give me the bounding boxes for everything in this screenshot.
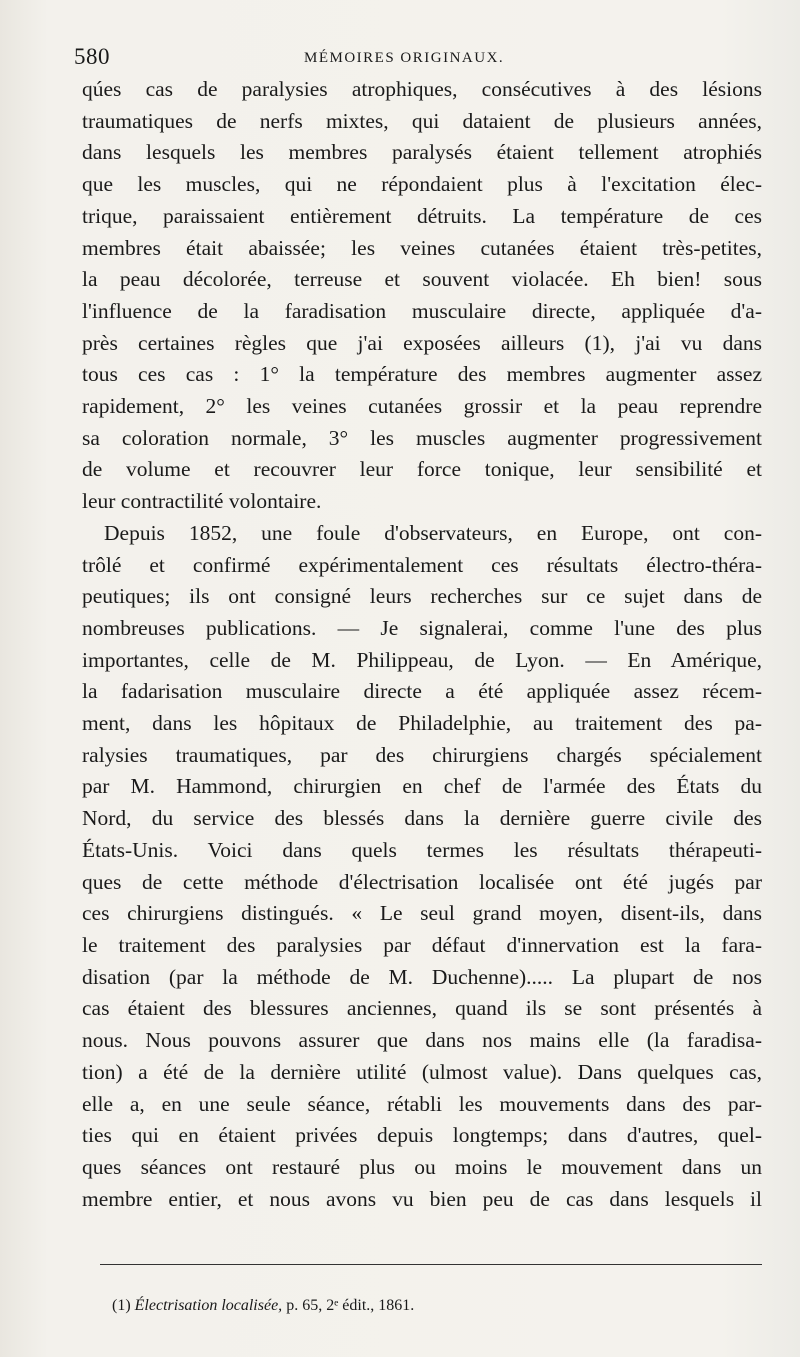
text-line: disation (par la méthode de M. Duchenne)..... La plupart de nos — [82, 964, 762, 989]
paragraph-start-line: Depuis 1852, une foule d'observateurs, en Europe, ont con- — [104, 520, 762, 545]
text-line: membre entier, et nous avons vu bien peu de cas dans lesquels il — [82, 1186, 762, 1211]
text-line: ties qui en étaient privées depuis longtemps; dans d'autres, quel- — [82, 1123, 762, 1148]
text-line: la peau décolorée, terreuse et souvent violacée. Eh bien! sous — [82, 267, 762, 292]
text-line: de volume et recouvrer leur force tonique, leur sensibilité et — [82, 457, 762, 482]
text-line: nous. Nous pouvons assurer que dans nos mains elle (la faradisa- — [82, 1028, 762, 1053]
footnote-text: p. 65, 2ᵉ édit., 1861. — [286, 1297, 415, 1314]
footnote — [112, 1297, 414, 1315]
page-header — [74, 44, 764, 74]
text-line: elle a, en une seule séance, rétabli les mouvements dans des par- — [82, 1091, 762, 1116]
text-line: sa coloration normale, 3° les muscles augmenter progressivement — [82, 425, 762, 450]
text-line: par M. Hammond, chirurgien en chef de l'armée des États du — [82, 774, 762, 799]
text-line: ment, dans les hôpitaux de Philadelphie, au traitement des pa- — [82, 711, 762, 736]
text-line: nombreuses publications. — Je signalerai, comme l'une des plus — [82, 615, 762, 640]
text-line: trique, paraissaient entièrement détruits. La température de ces — [82, 203, 762, 228]
text-line: la fadarisation musculaire directe a été appliquée assez récem- — [82, 679, 762, 704]
text-line: tion) a été de la dernière utilité (ulmost value). Dans quelques cas, — [82, 1059, 762, 1084]
text-line: peutiques; ils ont consigné leurs recherches sur ce sujet dans de — [82, 584, 762, 609]
text-line: États-Unis. Voici dans quels termes les résultats thérapeuti- — [82, 837, 762, 862]
text-line: tous ces cas : 1° la température des membres augmenter assez — [82, 362, 762, 387]
text-line: trôlé et confirmé expérimentalement ces résultats électro-théra- — [82, 552, 762, 577]
text-line: ralysies traumatiques, par des chirurgiens chargés spécialement — [82, 742, 762, 767]
footnote-title: Électrisation localisée, — [134, 1297, 283, 1314]
text-line: près certaines règles que j'ai exposées ailleurs (1), j'ai vu dans — [82, 330, 762, 355]
text-line: ces chirurgiens distingués. « Le seul grand moyen, disent-ils, dans — [82, 901, 762, 926]
text-line: importantes, celle de M. Philippeau, de Lyon. — En Amérique, — [82, 647, 762, 672]
text-line: leur contractilité volontaire. — [82, 489, 322, 514]
footnote-rule — [100, 1264, 762, 1265]
text-line: traumatiques de nerfs mixtes, qui dataient de plusieurs années, — [82, 108, 762, 133]
text-line: rapidement, 2° les veines cutanées grossir et la peau reprendre — [82, 394, 762, 419]
running-head: MÉMOIRES ORIGINAUX. — [304, 50, 505, 66]
text-line: l'influence de la faradisation musculaire directe, appliquée d'a- — [82, 298, 762, 323]
text-line: que les muscles, qui ne répondaient plus à l'excitation élec- — [82, 172, 762, 197]
text-line: dans lesquels les membres paralysés étaient tellement atrophiés — [82, 140, 762, 165]
text-line: ques séances ont restauré plus ou moins le mouvement dans un — [82, 1154, 762, 1179]
text-line: qúes cas de paralysies atrophiques, consécutives à des lésions — [82, 77, 762, 101]
text-line: membres était abaissée; les veines cutanées étaient très-petites, — [82, 235, 762, 260]
page-number: 580 — [74, 44, 110, 69]
text-line: ques de cette méthode d'électrisation localisée ont été jugés par — [82, 869, 762, 894]
text-line: Nord, du service des blessés dans la dernière guerre civile des — [82, 806, 762, 831]
text-line: cas étaient des blessures anciennes, quand ils se sont présentés à — [82, 996, 762, 1021]
text-line: le traitement des paralysies par défaut d'innervation est la fara- — [82, 932, 762, 957]
body-text — [82, 74, 762, 1215]
footnote-marker: (1) — [112, 1297, 131, 1314]
